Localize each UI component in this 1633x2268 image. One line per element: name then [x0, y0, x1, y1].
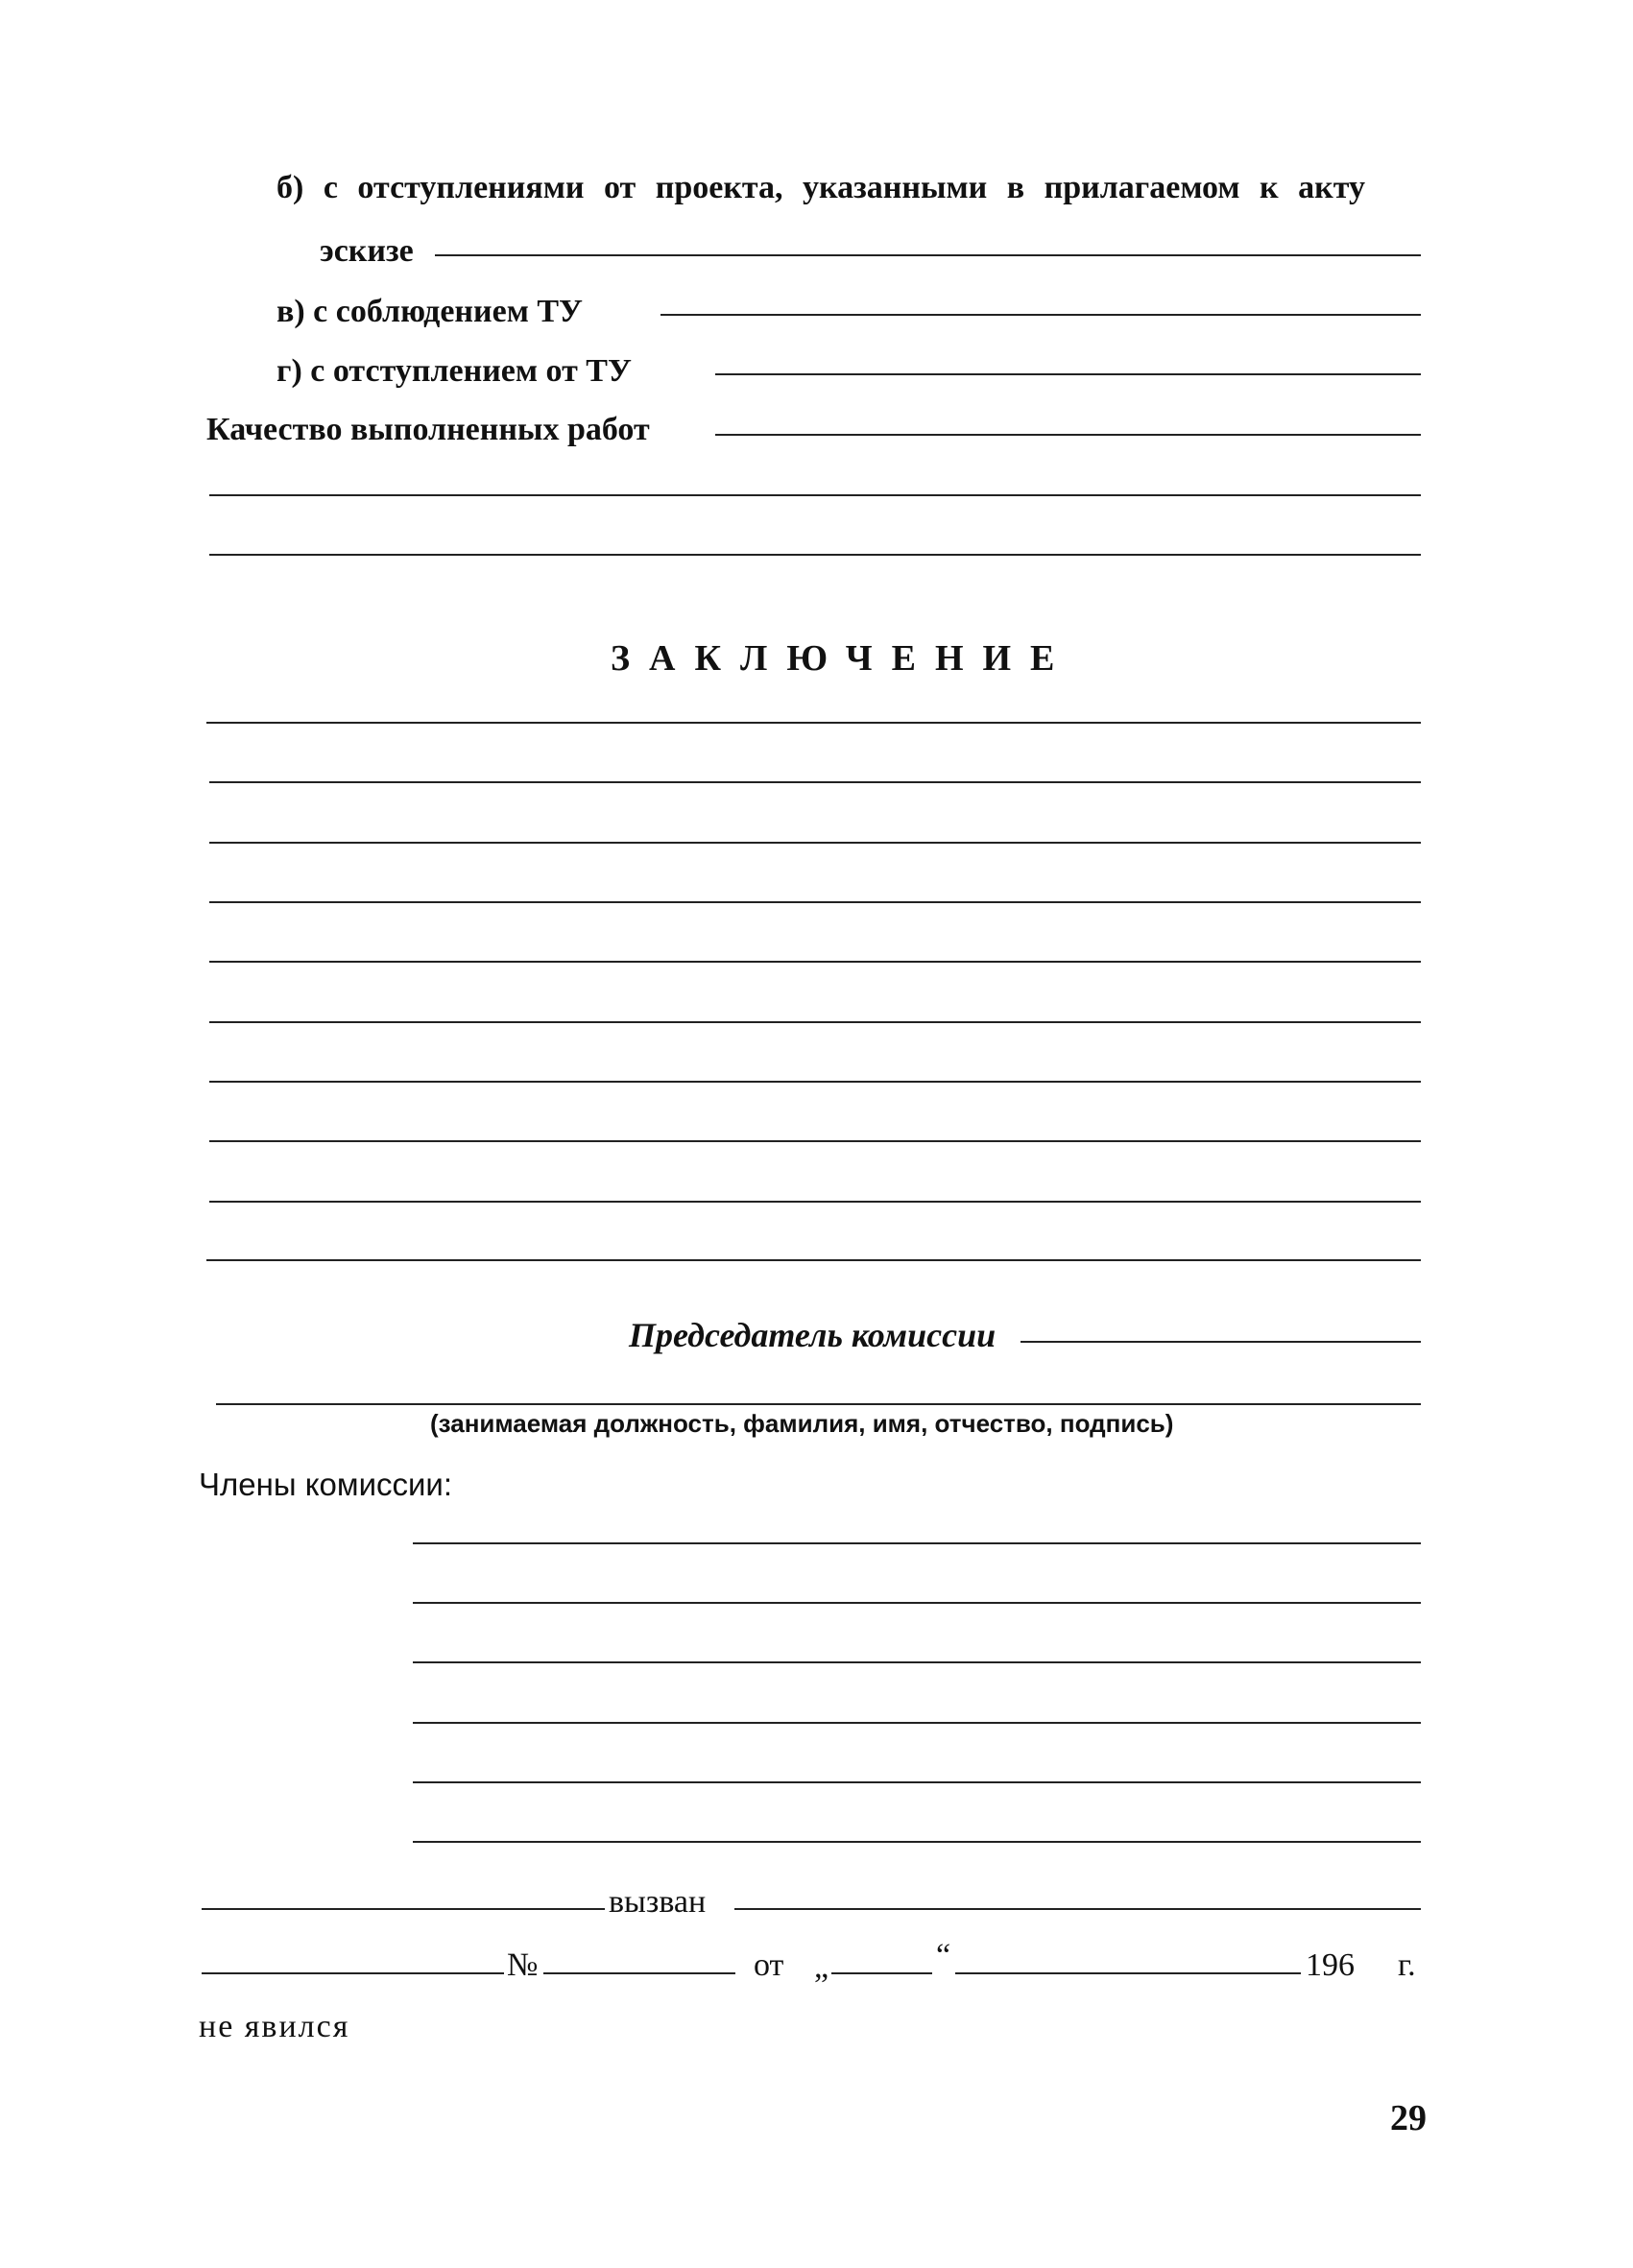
item-b-line2: эскизе [320, 233, 414, 269]
conclusion-line [206, 722, 1421, 724]
member-line [413, 1602, 1421, 1604]
fill-line-v [660, 314, 1421, 316]
conclusion-line [209, 901, 1421, 903]
month-line [955, 1972, 1301, 1974]
called-detail-line [734, 1908, 1421, 1910]
chairman-caption: (занимаемая должность, фамилия, имя, отчество, подпись) [430, 1409, 1174, 1438]
conclusion-line [209, 1140, 1421, 1142]
number-sign: № [507, 1947, 539, 1983]
year-prefix: 196 [1306, 1947, 1355, 1983]
day-line [831, 1972, 932, 1974]
member-line [413, 1841, 1421, 1843]
absent-label: не явился [199, 2009, 350, 2044]
conclusion-line [209, 1021, 1421, 1023]
quote-close: “ [936, 1938, 951, 1973]
fill-line-b [435, 254, 1421, 256]
number-prefix-line [202, 1972, 504, 1974]
chairman-label: Председатель комиссии [629, 1316, 997, 1354]
called-name-line [202, 1908, 605, 1910]
conclusion-line [209, 961, 1421, 963]
blank-line [209, 494, 1421, 496]
item-g: г) с отступлением от ТУ [276, 353, 632, 389]
conclusion-line [209, 781, 1421, 783]
members-label: Члены комиссии: [199, 1467, 453, 1502]
fill-line-g [715, 373, 1421, 375]
item-quality: Качество выполненных работ [206, 412, 650, 447]
conclusion-line [209, 842, 1421, 844]
year-suffix: г. [1398, 1947, 1416, 1983]
conclusion-line [209, 1201, 1421, 1203]
conclusion-line [206, 1259, 1421, 1261]
member-line [413, 1661, 1421, 1663]
conclusion-line [209, 1081, 1421, 1083]
page-number: 29 [1390, 2098, 1427, 2138]
number-line [543, 1972, 735, 1974]
chairman-position-line [216, 1403, 1421, 1405]
quote-open: „ [814, 1949, 829, 1985]
called-label: вызван [609, 1884, 707, 1920]
conclusion-title: ЗАКЛЮЧЕНИЕ [611, 638, 1074, 679]
item-b-line1: б) с отступлениями от проекта, указанными в прилагаемом к акту [276, 170, 1365, 205]
member-line [413, 1781, 1421, 1783]
member-line [413, 1722, 1421, 1724]
blank-line [209, 554, 1421, 556]
fill-line-quality [715, 434, 1421, 436]
from-label: от [754, 1947, 784, 1983]
item-v: в) с соблюдением ТУ [276, 294, 583, 329]
chairman-signature-line [1021, 1341, 1421, 1343]
member-line [413, 1542, 1421, 1544]
